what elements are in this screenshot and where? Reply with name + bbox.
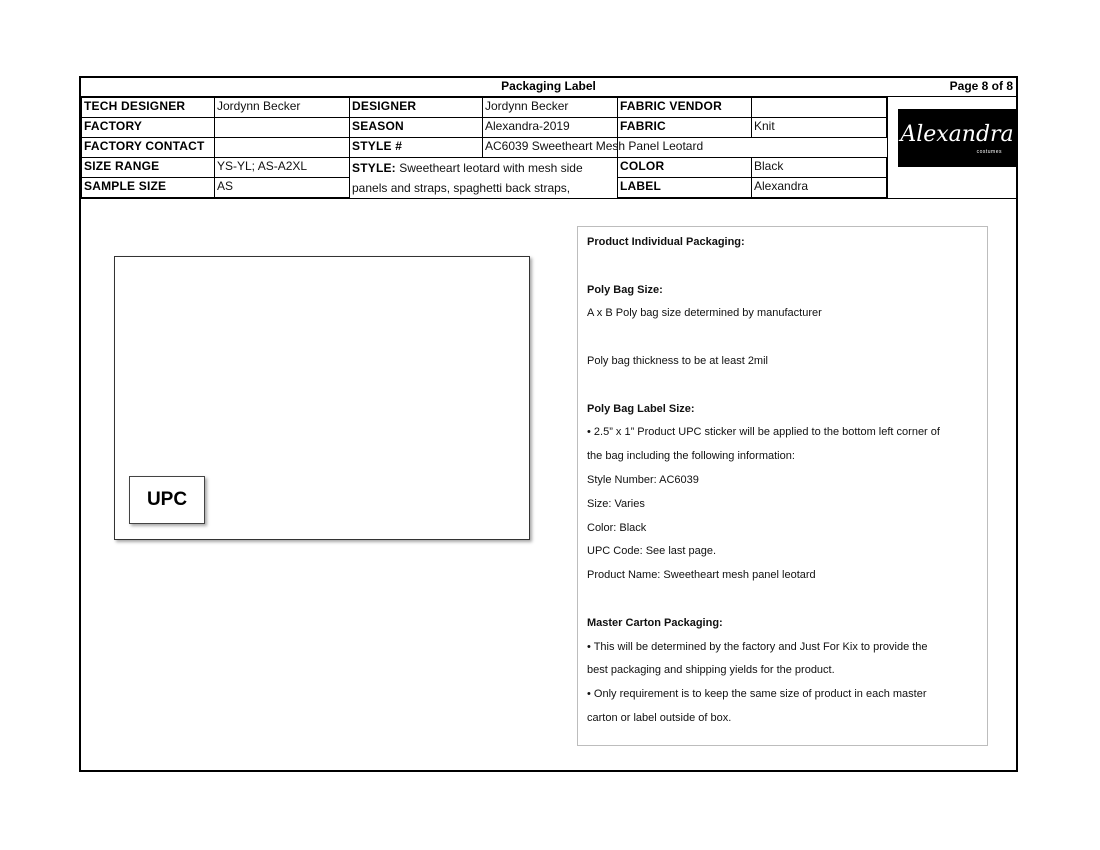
logo-area: [887, 97, 1018, 198]
product-name-line: Product Name: Sweetheart mesh panel leotard: [587, 569, 816, 582]
style-number-value: AC6039 Sweetheart Mesh Panel Leotard: [482, 137, 618, 158]
size-line: Size: Varies: [587, 497, 645, 510]
factory-contact-label: FACTORY CONTACT: [81, 137, 215, 158]
factory-label: FACTORY: [81, 117, 215, 138]
packaging-notes: [577, 226, 988, 746]
style-description: [349, 157, 618, 198]
spec-sheet-frame: [79, 76, 1018, 772]
master-line-2: best packaging and shipping yields for the product.: [587, 664, 835, 677]
factory-value: [214, 117, 350, 138]
label-label: LABEL: [617, 177, 752, 198]
master-line-1: • This will be determined by the factory and Just For Kix to provide the: [587, 640, 928, 653]
label-size-line-1: • 2.5” x 1” Product UPC sticker will be applied to the bottom left corner of: [587, 426, 940, 439]
label-size-heading: Poly Bag Label Size:: [587, 402, 695, 415]
size-range-label: SIZE RANGE: [81, 157, 215, 178]
season-label: SEASON: [349, 117, 483, 138]
factory-contact-value: [214, 137, 350, 158]
fabric-label: FABRIC: [617, 117, 752, 138]
style-number-label: STYLE #: [349, 137, 483, 158]
season-value: Alexandra-2019: [482, 117, 618, 138]
logo-brand-text: Alexandra: [900, 122, 1014, 147]
style-number-line: Style Number: AC6039: [587, 473, 699, 486]
color-label: COLOR: [617, 157, 752, 178]
poly-bag-diagram: [114, 256, 530, 540]
title-row: [81, 78, 1016, 97]
upc-code-line: UPC Code: See last page.: [587, 545, 717, 558]
designer-value: Jordynn Becker: [482, 97, 618, 118]
brand-logo: [898, 109, 1016, 167]
style-label: STYLE:: [352, 161, 396, 175]
poly-bag-size-line: A x B Poly bag size determined by manufacturer: [587, 307, 822, 320]
document-title: Packaging Label: [501, 79, 596, 93]
fabric-vendor-label: FABRIC VENDOR: [617, 97, 752, 118]
master-line-3: • Only requirement is to keep the same size of product in each master: [587, 688, 927, 701]
logo-sub-text: costumes: [976, 149, 1002, 155]
header-grid: [81, 97, 887, 198]
tech-designer-label: TECH DESIGNER: [81, 97, 215, 118]
master-line-4: carton or label outside of box.: [587, 711, 732, 724]
color-line: Color: Black: [587, 521, 647, 534]
page-number: Page 8 of 8: [949, 79, 1013, 93]
master-carton-heading: Master Carton Packaging:: [587, 616, 723, 629]
style-value: Sweetheart leotard with mesh side panels and straps, spaghetti back straps,: [352, 161, 583, 195]
header-divider: [81, 198, 1016, 199]
sample-size-label: SAMPLE SIZE: [81, 177, 215, 198]
notes-heading: Product Individual Packaging:: [587, 236, 745, 248]
size-range-value: YS-YL; AS-A2XL: [214, 157, 350, 178]
tech-designer-value: Jordynn Becker: [214, 97, 350, 118]
upc-sticker: UPC: [129, 476, 205, 524]
label-size-line-2: the bag including the following information:: [587, 450, 795, 463]
fabric-value: Knit: [751, 117, 887, 138]
designer-label: DESIGNER: [349, 97, 483, 118]
fabric-vendor-value: [751, 97, 887, 118]
thickness-line: Poly bag thickness to be at least 2mil: [587, 354, 768, 367]
poly-bag-size-heading: Poly Bag Size:: [587, 283, 663, 296]
label-value: Alexandra: [751, 177, 887, 198]
color-value: Black: [751, 157, 887, 178]
sample-size-value: AS: [214, 177, 350, 198]
